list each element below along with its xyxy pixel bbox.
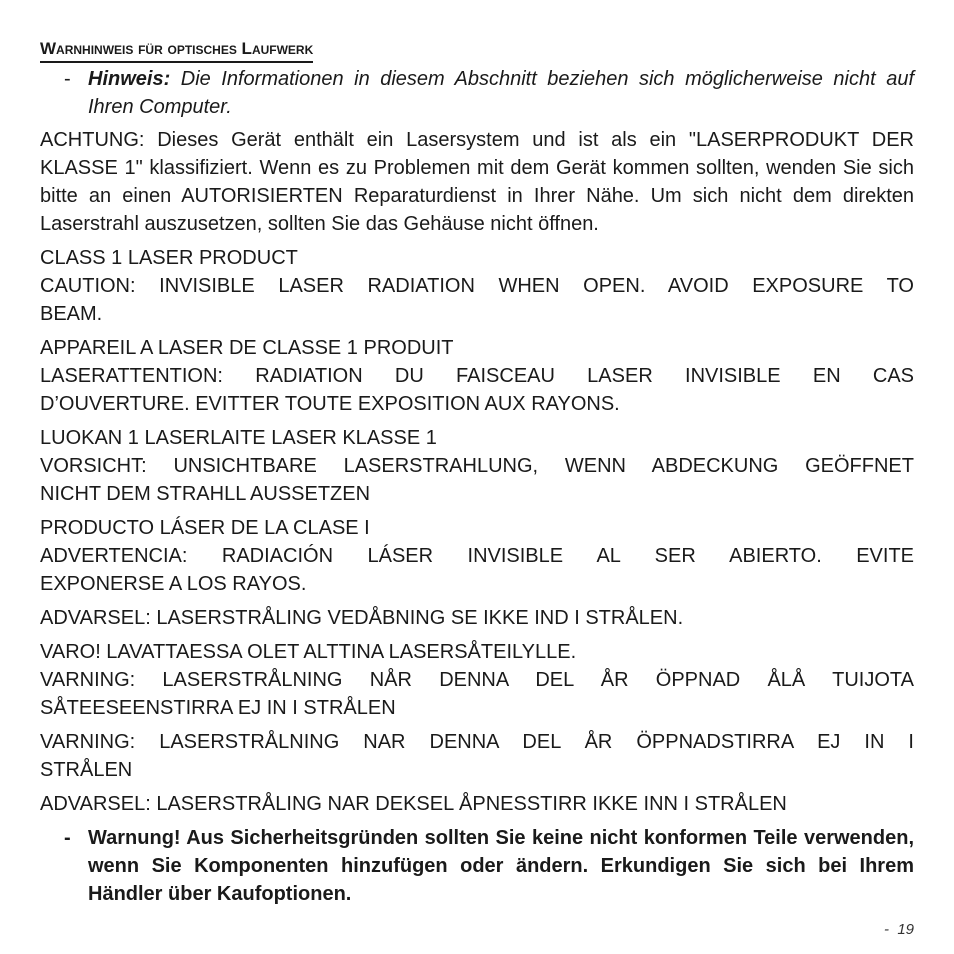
note-dash: - bbox=[64, 68, 71, 90]
laser-notice-de-caution-line-1: VORSICHT: UNSICHTBARE LASERSTRAHLUNG, WENN ABDECKUNG GEÖFFNET bbox=[40, 455, 914, 477]
laser-notice-en-caution-line-1: CAUTION: INVISIBLE LASER RADIATION WHEN OPEN. AVOID EXPOSURE TO bbox=[40, 275, 914, 297]
laser-notice-es-caution-line-1: ADVERTENCIA: RADIACIÓN LÁSER INVISIBLE AL SER ABIERTO. EVITE bbox=[40, 545, 914, 567]
achtung-paragraph: ACHTUNG: Dieses Gerät enthält ein Lasersystem und ist als ein "LASERPRODUKT DER KLASSE 1" klassifiziert. Wenn es zu Problemen mit dem Gerät kommen sollten, wenden Sie sich bitte an einen AUTORISIERTEN Reparaturdienst in Ihrer Nähe. Um sich nicht dem direkten Laserstrahl auszusetzen, sollten Sie das Gehäuse nicht öffnen. bbox=[40, 129, 914, 235]
warning-item bbox=[64, 824, 914, 908]
laser-notice-sv-2-line-2: STRÅLEN bbox=[40, 759, 133, 781]
laser-notice-no: ADVARSEL: LASERSTRÅLING NAR DEKSEL ÅPNESSTIRR IKKE INN I STRÅLEN bbox=[40, 793, 787, 815]
laser-notice-fr-title: APPAREIL A LASER DE CLASSE 1 PRODUIT bbox=[40, 337, 454, 359]
laser-notice-fr-caution-line-1: LASERATTENTION: RADIATION DU FAISCEAU LASER INVISIBLE EN CAS bbox=[40, 365, 914, 387]
laser-notice-sv-caution-line-1: VARNING: LASERSTRÅLNING NÅR DENNA DEL ÅR ÖPPNAD ÅLÅ TUIJOTA bbox=[40, 669, 914, 691]
section-heading: Warnhinweis für optisches Laufwerk bbox=[40, 38, 313, 63]
page-number: 19 bbox=[897, 921, 914, 938]
laser-notice-en-caution-line-2: BEAM. bbox=[40, 303, 103, 325]
laser-notice-fi-title: VARO! LAVATTAESSA OLET ALTTINA LASERSÅTEILYLLE. bbox=[40, 641, 577, 663]
laser-notice-en bbox=[40, 244, 914, 328]
laser-notice-es bbox=[40, 514, 914, 598]
warning-dash: - bbox=[64, 827, 71, 849]
laser-notice-fi-de-title: LUOKAN 1 LASERLAITE LASER KLASSE 1 bbox=[40, 427, 437, 449]
laser-notice-sv-2 bbox=[40, 728, 914, 784]
laser-notice-fr bbox=[40, 334, 914, 418]
laser-notice-sv-caution-line-2: SÅTEESEENSTIRRA EJ IN I STRÅLEN bbox=[40, 697, 396, 719]
page-content bbox=[40, 34, 914, 908]
laser-notice-fr-caution-line-2: D’OUVERTURE. EVITTER TOUTE EXPOSITION AUX RAYONS. bbox=[40, 393, 620, 415]
note-item bbox=[64, 65, 914, 121]
laser-notice-de-caution-line-2: NICHT DEM STRAHLL AUSSETZEN bbox=[40, 483, 371, 505]
laser-notice-fi-de bbox=[40, 424, 914, 508]
laser-notice-da: ADVARSEL: LASERSTRÅLING VEDÅBNING SE IKKE IND I STRÅLEN. bbox=[40, 607, 684, 629]
laser-notice-sv-2-line-1: VARNING: LASERSTRÅLNING NAR DENNA DEL ÅR ÖPPNADSTIRRA EJ IN I bbox=[40, 731, 914, 753]
warning-text: Warnung! Aus Sicherheitsgründen sollten Sie keine nicht konformen Teile verwenden, wenn Sie Komponenten hinzufügen oder ändern. Erkundigen Sie sich bei Ihrem Händler über Kaufoptionen. bbox=[88, 827, 914, 905]
footer-dash: - bbox=[883, 921, 889, 938]
page-footer bbox=[884, 916, 914, 944]
note-text: Die Informationen in diesem Abschnitt beziehen sich möglicherweise nicht auf Ihren Computer. bbox=[88, 68, 914, 118]
laser-notice-en-title: CLASS 1 LASER PRODUCT bbox=[40, 247, 298, 269]
laser-notice-es-caution-line-2: EXPONERSE A LOS RAYOS. bbox=[40, 573, 307, 595]
laser-notice-es-title: PRODUCTO LÁSER DE LA CLASE I bbox=[40, 517, 370, 539]
note-body bbox=[88, 65, 914, 121]
note-label: Hinweis: bbox=[88, 68, 171, 90]
laser-notice-fi-sv bbox=[40, 638, 914, 722]
